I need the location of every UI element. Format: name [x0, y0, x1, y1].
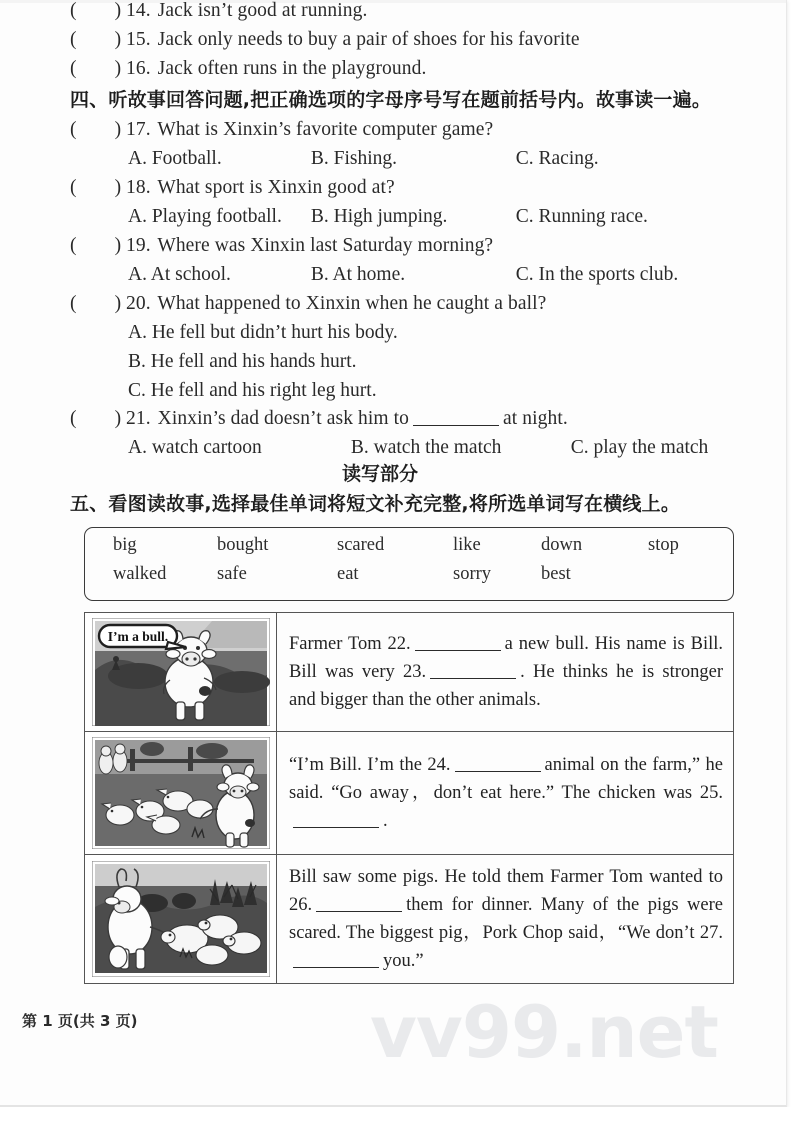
word-bank-box — [84, 527, 734, 601]
question-21-option-b[interactable]: B. watch the match — [350, 437, 502, 458]
tf-item-15-number: 15. — [126, 29, 151, 50]
tf-item-15 — [70, 25, 770, 54]
story-panel-row-2 — [85, 732, 733, 855]
question-18-option-b[interactable]: B. High jumping. — [310, 206, 448, 227]
word-bank-word-sorry[interactable]: sorry — [453, 564, 492, 584]
question-20-prompt-line — [70, 289, 780, 318]
story-text-2-part-3: . — [383, 811, 388, 831]
question-17-option-b[interactable]: B. Fishing. — [310, 148, 398, 169]
question-20-option-a[interactable]: A. He fell but didn’t hurt his body. — [128, 322, 398, 343]
word-bank-word-like[interactable]: like — [453, 535, 481, 555]
word-bank-word-bought[interactable]: bought — [217, 535, 269, 555]
question-17-option-a[interactable]: A. Football. — [128, 148, 222, 169]
page-number-label: 第 1 页(共 3 页) — [22, 1012, 138, 1030]
story-panel-row-1 — [85, 613, 733, 732]
word-bank-word-scared[interactable]: scared — [337, 535, 385, 555]
story-blank-25[interactable] — [293, 810, 379, 828]
story-text-1-part-1: Farmer Tom 22. — [289, 634, 411, 654]
story-blank-22[interactable] — [415, 633, 501, 651]
word-bank-word-stop[interactable]: stop — [648, 535, 679, 555]
svg-text:I’m a bull.: I’m a bull. — [107, 629, 168, 644]
question-17-options — [70, 144, 780, 173]
tf-item-14-text: Jack isn’t good at running. — [157, 0, 368, 21]
story-image-2 — [85, 732, 277, 854]
question-19-prompt: Where was Xinxin last Saturday morning? — [157, 235, 494, 256]
question-18-option-a[interactable]: A. Playing football. — [128, 206, 282, 227]
answer-bracket[interactable]: ( ) — [70, 29, 122, 50]
word-bank-word-walked[interactable]: walked — [113, 564, 167, 584]
question-19-option-c[interactable]: C. In the sports club. — [515, 264, 679, 285]
question-21-prompt-line — [70, 404, 780, 433]
question-19-prompt-line — [70, 231, 780, 260]
question-20-prompt: What happened to Xinxin when he caught a ball? — [157, 293, 547, 314]
story-text-3-part-1: Bill saw some pigs. He told them Farmer Tom wanted to 26. — [289, 867, 723, 915]
question-17-prompt: What is Xinxin’s favorite computer game? — [157, 119, 494, 140]
speech-bubble-bull — [99, 625, 186, 649]
question-19-option-a[interactable]: A. At school. — [128, 264, 231, 285]
story-panel-table — [84, 612, 734, 984]
story-text-3-part-3: you.” — [383, 951, 424, 971]
question-19-options — [70, 260, 780, 289]
bull-scaring-chickens-panel — [92, 737, 270, 849]
story-blank-23[interactable] — [430, 661, 516, 679]
word-bank-row-1 — [85, 535, 733, 565]
word-bank-word-safe[interactable]: safe — [217, 564, 247, 584]
story-text-2-part-2: animal on the farm,” he said. “Go away，don’t eat here.” The chicken was 25. — [289, 755, 723, 803]
question-21-answer-blank[interactable] — [413, 408, 499, 426]
question-17-option-c[interactable]: C. Racing. — [515, 148, 599, 169]
story-text-1-part-3: . He thinks he is stronger and bigger than the other animals. — [289, 662, 723, 710]
story-panel-row-3 — [85, 855, 733, 983]
story-text-1 — [277, 613, 733, 731]
tf-item-16-number: 16. — [126, 58, 151, 79]
story-text-2-part-1: “I’m Bill. I’m the 24. — [289, 755, 451, 775]
story-blank-24[interactable] — [455, 754, 541, 772]
question-18-options — [70, 202, 780, 231]
question-21-option-c[interactable]: C. play the match — [570, 437, 709, 458]
tf-item-16 — [70, 54, 770, 83]
section-five-heading: 五、看图读故事,选择最佳单词将短文补充完整,将所选单词写在横线上。 — [70, 493, 681, 515]
question-21-prompt-after: at night. — [503, 408, 568, 429]
answer-bracket[interactable]: ( ) — [70, 177, 122, 198]
answer-bracket[interactable]: ( ) — [70, 408, 122, 429]
tf-item-16-text: Jack often runs in the playground. — [157, 58, 427, 79]
story-image-1 — [85, 613, 277, 731]
question-19-number: 19. — [126, 235, 151, 256]
story-text-3 — [277, 855, 733, 983]
story-blank-27[interactable] — [293, 950, 379, 968]
tf-item-14-number: 14. — [126, 0, 151, 21]
answer-bracket[interactable]: ( ) — [70, 0, 122, 21]
word-bank-word-best[interactable]: best — [541, 564, 571, 584]
question-18-prompt: What sport is Xinxin good at? — [157, 177, 395, 198]
story-image-3 — [85, 855, 277, 983]
question-20-option-c[interactable]: C. He fell and his right leg hurt. — [128, 380, 377, 401]
question-20-number: 20. — [126, 293, 151, 314]
tf-item-15-text: Jack only needs to buy a pair of shoes for his favorite — [157, 29, 580, 50]
true-false-group — [70, 0, 770, 83]
question-18-number: 18. — [126, 177, 151, 198]
story-text-1-part-2: a new bull. His name is Bill. Bill was very 23. — [289, 634, 723, 682]
question-17-prompt-line — [70, 115, 780, 144]
page-bottom-gap — [0, 1107, 800, 1137]
word-bank-row-2 — [85, 564, 733, 594]
question-17 — [70, 115, 780, 173]
question-21-prompt-before: Xinxin’s dad doesn’t ask him to — [157, 408, 410, 429]
story-text-3-part-2: them for dinner. Many of the pigs were scared. The biggest pig，Pork Chop said，“We don’t 27. — [289, 895, 723, 943]
question-20 — [70, 289, 780, 405]
question-21-number: 21. — [126, 408, 151, 429]
word-bank-word-big[interactable]: big — [113, 535, 137, 555]
bull-standing-in-field-panel — [92, 618, 270, 726]
question-21-options — [70, 433, 780, 462]
question-18 — [70, 173, 780, 231]
reading-writing-part-title: 读写部分 — [341, 463, 418, 485]
question-21-option-a[interactable]: A. watch cartoon — [128, 437, 262, 458]
answer-bracket[interactable]: ( ) — [70, 293, 122, 314]
question-21 — [70, 404, 780, 462]
tf-item-14 — [70, 0, 770, 25]
answer-bracket[interactable]: ( ) — [70, 58, 122, 79]
site-watermark: vv99.net — [370, 990, 718, 1074]
answer-bracket[interactable]: ( ) — [70, 235, 122, 256]
word-bank-word-down[interactable]: down — [541, 535, 583, 555]
question-19 — [70, 231, 780, 289]
story-text-2 — [277, 732, 733, 854]
question-18-prompt-line — [70, 173, 780, 202]
answer-bracket[interactable]: ( ) — [70, 119, 122, 140]
question-20-option-b[interactable]: B. He fell and his hands hurt. — [128, 351, 357, 372]
word-bank-word-eat[interactable]: eat — [337, 564, 359, 584]
story-blank-26[interactable] — [316, 894, 402, 912]
question-18-option-c[interactable]: C. Running race. — [515, 206, 648, 227]
bull-confronting-pigs-panel — [92, 861, 270, 977]
section-four-heading: 四、听故事回答问题,把正确选项的字母序号写在题前括号内。故事读一遍。 — [70, 89, 712, 111]
question-17-number: 17. — [126, 119, 151, 140]
question-19-option-b[interactable]: B. At home. — [310, 264, 406, 285]
